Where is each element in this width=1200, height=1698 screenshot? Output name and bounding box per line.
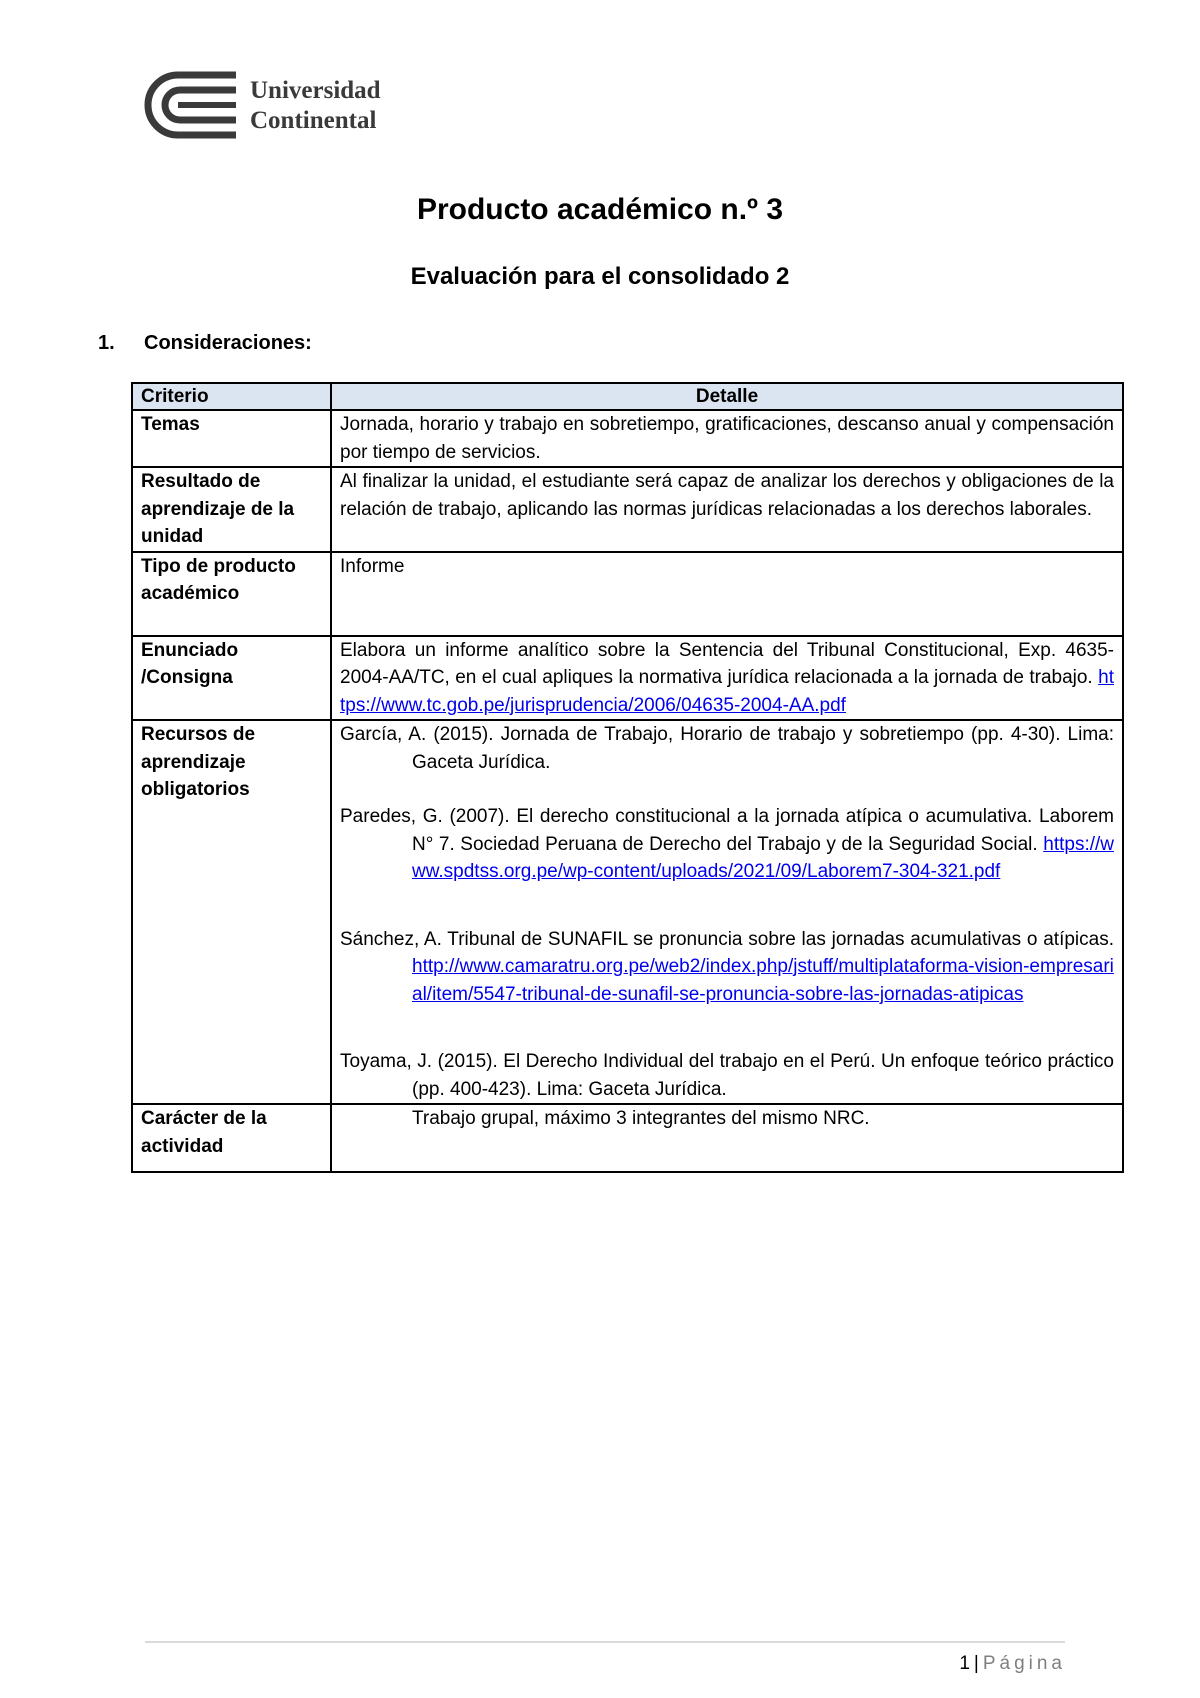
table-header-row <box>132 383 1123 410</box>
reference-sanchez-text: Sánchez, A. Tribunal de SUNAFIL se pronuncia sobre las jornadas acumulativas o atípicas. <box>340 928 1114 950</box>
university-emblem-icon <box>142 70 238 140</box>
criterion-recursos: Recursos de aprendizaje obligatorios <box>132 720 331 1104</box>
table-row <box>132 552 1123 636</box>
detail-resultado: Al finalizar la unidad, el estudiante será capaz de analizar los derechos y obligaciones de la relación de trabajo, aplicando las normas jurídicas relacionadas a los derechos laborales. <box>331 467 1123 552</box>
header-criterio: Criterio <box>132 383 331 410</box>
footer-separator: | <box>973 1653 979 1674</box>
detail-recursos <box>331 720 1123 1104</box>
criterion-caracter: Carácter de la actividad <box>132 1104 331 1172</box>
criterion-resultado: Resultado de aprendizaje de la unidad <box>132 467 331 552</box>
reference-sanchez <box>340 926 1114 1009</box>
table-row <box>132 720 1123 1104</box>
detail-tipo: Informe <box>331 552 1123 636</box>
sentencia-link[interactable]: https://www.tc.gob.pe/jurisprudencia/2006/04635-2004-AA.pdf <box>340 667 1114 716</box>
logo-line-1: Universidad <box>250 77 381 104</box>
detail-caracter <box>331 1104 1123 1172</box>
criterion-enunciado: Enunciado /Consigna <box>132 636 331 721</box>
enunciado-text: Elabora un informe analítico sobre la Sentencia del Tribunal Constitucional, Exp. 4635-2004-AA/TC, en el cual apliques la normativa jurídica relacionada a la jornada de trabajo. <box>340 639 1114 688</box>
page-number: 1 <box>959 1653 970 1674</box>
criterion-tipo: Tipo de producto académico <box>132 552 331 636</box>
criterion-temas: Temas <box>132 410 331 467</box>
section-label: Consideraciones: <box>144 332 312 354</box>
table-row <box>132 467 1123 552</box>
university-logo <box>142 70 392 140</box>
section-number: 1. <box>98 332 115 354</box>
detail-enunciado <box>331 636 1123 721</box>
sanchez-link[interactable]: http://www.camaratru.org.pe/web2/index.php/jstuff/multiplataforma-vision-empresarial/item/5547-tribunal-de-sunafil-se-pronuncia-sobre-las-jornadas-atipicas <box>412 956 1114 1005</box>
table-row <box>132 1104 1123 1172</box>
reference-toyama: Toyama, J. (2015). El Derecho Individual del trabajo en el Perú. Un enfoque teórico práctico (pp. 400-423). Lima: Gaceta Jurídica. <box>340 1051 1114 1100</box>
considerations-table <box>131 382 1124 1173</box>
section-heading <box>98 330 312 356</box>
logo-line-2: Continental <box>250 107 377 134</box>
detail-temas: Jornada, horario y trabajo en sobretiempo, gratificaciones, descanso anual y compensación por tiempo de servicios. <box>331 410 1123 467</box>
reference-paredes <box>340 803 1114 886</box>
document-subtitle: Evaluación para el consolidado 2 <box>410 263 790 290</box>
table-row <box>132 636 1123 721</box>
footer-divider <box>145 1641 1065 1643</box>
page-footer <box>959 1652 1066 1676</box>
page-label: Página <box>982 1653 1066 1674</box>
reference-paredes-text: Paredes, G. (2007). El derecho constitucional a la jornada atípica o acumulativa. Laborem N° 7. Sociedad Peruana de Derecho del Trabajo y de la Seguridad Social. <box>340 806 1114 855</box>
reference-garcia: García, A. (2015). Jornada de Trabajo, Horario de trabajo y sobretiempo (pp. 4-30). Lima: Gaceta Jurídica. <box>340 724 1114 773</box>
caracter-text: Trabajo grupal, máximo 3 integrantes del mismo NRC. <box>412 1108 870 1129</box>
header-detalle: Detalle <box>331 383 1123 410</box>
university-name <box>250 76 381 136</box>
table-row <box>132 410 1123 467</box>
paredes-link[interactable]: https://www.spdtss.org.pe/wp-content/uploads/2021/09/Laborem7-304-321.pdf <box>412 833 1114 882</box>
document-title: Producto académico n.º 3 <box>416 193 784 226</box>
